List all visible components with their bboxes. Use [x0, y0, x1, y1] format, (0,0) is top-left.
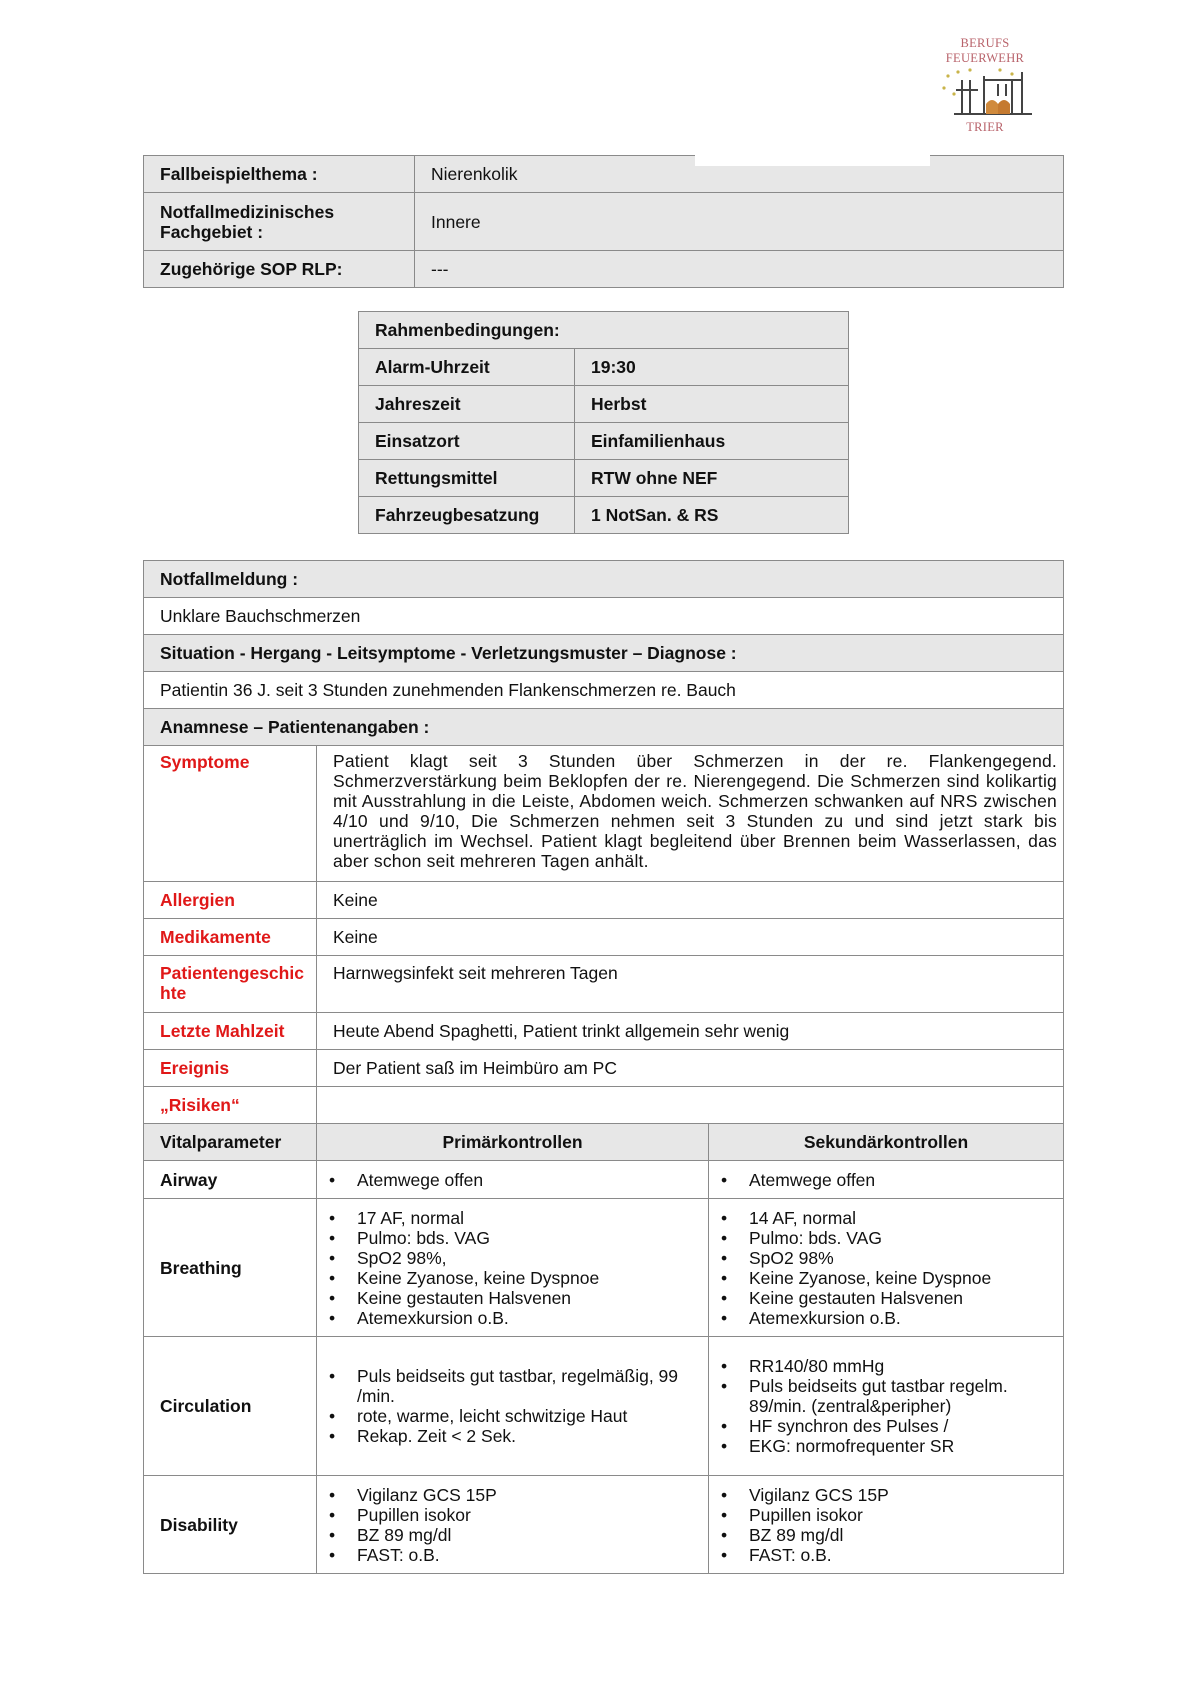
- condition-value: Einfamilienhaus: [575, 423, 849, 460]
- medikamente-value: Keine: [317, 919, 1064, 956]
- topic-label: Fallbeispielthema :: [144, 156, 415, 193]
- case-header-table: [143, 155, 1064, 288]
- disability-secondary: [709, 1476, 1064, 1574]
- airway-secondary: [709, 1161, 1064, 1199]
- symptome-text: Patient klagt seit 3 Stunden über Schmerzen in der re. Flankengegend. Schmerzverstärkung beim Beklopfen der re. Nierengegend. Die Schmerzen sind kolikartig mit Ausstrahlung in die Leiste, Abdomen weich. Schmerzen schwanken auf NRS zwischen 4/10 und 9/10, Die Schmerzen nehmen seit 3 Stunden zu und sind jetzt stark bis unerträglich im Wechsel. Patient klagt begleitend über Brennen beim Wasserlassen, das aber schon seit mehreren Tagen anhält.: [317, 746, 1064, 882]
- list-item: • SpO2 98%,: [317, 1248, 692, 1268]
- situation-row: [144, 672, 1064, 709]
- list-item: • Keine gestauten Halsvenen: [317, 1288, 692, 1308]
- circulation-secondary: [709, 1337, 1064, 1476]
- anamnese-header-row: [144, 709, 1064, 746]
- ereignis-value: Der Patient saß im Heimbüro am PC: [317, 1050, 1064, 1087]
- conditions-title-row: [359, 312, 849, 349]
- list-item: • SpO2 98%: [709, 1248, 1059, 1268]
- condition-value: 1 NotSan. & RS: [575, 497, 849, 534]
- sampler-row-ereignis: [144, 1050, 1064, 1087]
- vital-row-disability: [144, 1476, 1064, 1574]
- sampler-row-patientengeschichte: [144, 956, 1064, 1013]
- list-item: • Atemexkursion o.B.: [709, 1308, 1059, 1328]
- list-item: • FAST: o.B.: [709, 1545, 1047, 1565]
- conditions-title: Rahmenbedingungen:: [359, 312, 849, 349]
- specialty-label: Notfallmedizinisches Fachgebiet :: [144, 193, 415, 251]
- logo: [930, 34, 1040, 140]
- vital-label-disability: Disability: [144, 1476, 317, 1574]
- logo-line-3: TRIER: [966, 120, 1004, 134]
- list-item: • Keine Zyanose, keine Dyspnoe: [709, 1268, 1059, 1288]
- logo-line-1: BERUFS: [960, 36, 1010, 50]
- vital-row-airway: [144, 1161, 1064, 1199]
- condition-label: Fahrzeugbesatzung: [359, 497, 575, 534]
- list-item: • EKG: normofrequenter SR: [709, 1436, 1051, 1456]
- sampler-row-risiken: [144, 1087, 1064, 1124]
- letzte-mahlzeit-label: Letzte Mahlzeit: [144, 1013, 317, 1050]
- list-item: • BZ 89 mg/dl: [709, 1525, 1047, 1545]
- vital-label-breathing: Breathing: [144, 1199, 317, 1337]
- list-item: • rote, warme, leicht schwitzige Haut: [317, 1406, 702, 1426]
- vital-header-primary: Primärkontrollen: [317, 1124, 709, 1161]
- list-item: • Pulmo: bds. VAG: [709, 1228, 1059, 1248]
- risiken-label: „Risiken“: [144, 1087, 317, 1124]
- condition-row: [359, 386, 849, 423]
- condition-label: Einsatzort: [359, 423, 575, 460]
- conditions-table: [358, 311, 849, 534]
- list-item: • FAST: o.B.: [317, 1545, 692, 1565]
- topic-value: Nierenkolik: [415, 156, 1064, 193]
- condition-value: 19:30: [575, 349, 849, 386]
- list-item: • Puls beidseits gut tastbar regelm. 89/min. (zentral&peripher): [709, 1376, 1051, 1416]
- list-item: • Pulmo: bds. VAG: [317, 1228, 692, 1248]
- patientengeschichte-value: Harnwegsinfekt seit mehreren Tagen: [317, 956, 1064, 1013]
- condition-row: [359, 423, 849, 460]
- condition-row: [359, 497, 849, 534]
- list-item: • Keine gestauten Halsvenen: [709, 1288, 1059, 1308]
- sampler-row-symptome: [144, 746, 1064, 882]
- sop-value: ---: [415, 251, 1064, 288]
- condition-label: Jahreszeit: [359, 386, 575, 423]
- sampler-row-allergien: [144, 882, 1064, 919]
- situation-header-row: [144, 635, 1064, 672]
- vital-header-label: Vitalparameter: [144, 1124, 317, 1161]
- header-row-sop: [144, 251, 1064, 288]
- list-item: • HF synchron des Pulses /: [709, 1416, 1051, 1436]
- vital-header-row: [144, 1124, 1064, 1161]
- condition-label: Alarm-Uhrzeit: [359, 349, 575, 386]
- sop-label: Zugehörige SOP RLP:: [144, 251, 415, 288]
- list-item: • BZ 89 mg/dl: [317, 1525, 692, 1545]
- specialty-value: Innere: [415, 193, 1064, 251]
- letzte-mahlzeit-value: Heute Abend Spaghetti, Patient trinkt allgemein sehr wenig: [317, 1013, 1064, 1050]
- list-item: • Rekap. Zeit < 2 Sek.: [317, 1426, 702, 1446]
- list-item: • Vigilanz GCS 15P: [317, 1485, 692, 1505]
- logo-line-2: FEUERWEHR: [945, 51, 1025, 65]
- redacted-area: [695, 150, 930, 166]
- notfallmeldung-header: Notfallmeldung :: [144, 561, 1064, 598]
- circulation-primary: [317, 1337, 709, 1476]
- disability-primary: [317, 1476, 709, 1574]
- condition-row: [359, 349, 849, 386]
- anamnese-header: Anamnese – Patientenangaben :: [144, 709, 1064, 746]
- symptome-label: Symptome: [144, 746, 317, 882]
- airway-primary: [317, 1161, 709, 1199]
- allergien-label: Allergien: [144, 882, 317, 919]
- list-item: • Atemwege offen: [317, 1170, 692, 1190]
- notfallmeldung-text: Unklare Bauchschmerzen: [144, 598, 1064, 635]
- breathing-secondary: [709, 1199, 1064, 1337]
- situation-text: Patientin 36 J. seit 3 Stunden zunehmenden Flankenschmerzen re. Bauch: [144, 672, 1064, 709]
- patientengeschichte-label: Patientengeschichte: [144, 956, 317, 1013]
- sampler-row-letzte-mahlzeit: [144, 1013, 1064, 1050]
- condition-label: Rettungsmittel: [359, 460, 575, 497]
- medikamente-label: Medikamente: [144, 919, 317, 956]
- list-item: • 17 AF, normal: [317, 1208, 692, 1228]
- list-item: • Puls beidseits gut tastbar, regelmäßig, 99 /min.: [317, 1366, 702, 1406]
- condition-value: RTW ohne NEF: [575, 460, 849, 497]
- list-item: • Vigilanz GCS 15P: [709, 1485, 1047, 1505]
- vital-header-secondary: Sekundärkontrollen: [709, 1124, 1064, 1161]
- list-item: • 14 AF, normal: [709, 1208, 1059, 1228]
- case-main-table: [143, 560, 1064, 1574]
- situation-header: Situation - Hergang - Leitsymptome - Verletzungsmuster – Diagnose :: [144, 635, 1064, 672]
- vital-label-airway: Airway: [144, 1161, 317, 1199]
- header-row-specialty: [144, 193, 1064, 251]
- list-item: • Atemwege offen: [709, 1170, 1047, 1190]
- vital-label-circulation: Circulation: [144, 1337, 317, 1476]
- list-item: • Pupillen isokor: [709, 1505, 1047, 1525]
- list-item: • Keine Zyanose, keine Dyspnoe: [317, 1268, 692, 1288]
- ereignis-label: Ereignis: [144, 1050, 317, 1087]
- vital-row-breathing: [144, 1199, 1064, 1337]
- notfallmeldung-row: [144, 598, 1064, 635]
- condition-value: Herbst: [575, 386, 849, 423]
- risiken-value: [317, 1087, 1064, 1124]
- list-item: • Atemexkursion o.B.: [317, 1308, 692, 1328]
- sampler-row-medikamente: [144, 919, 1064, 956]
- allergien-value: Keine: [317, 882, 1064, 919]
- notfallmeldung-header-row: [144, 561, 1064, 598]
- breathing-primary: [317, 1199, 709, 1337]
- fire-station-emblem-icon: [936, 66, 1036, 120]
- list-item: • RR140/80 mmHg: [709, 1356, 1051, 1376]
- list-item: • Pupillen isokor: [317, 1505, 692, 1525]
- condition-row: [359, 460, 849, 497]
- vital-row-circulation: [144, 1337, 1064, 1476]
